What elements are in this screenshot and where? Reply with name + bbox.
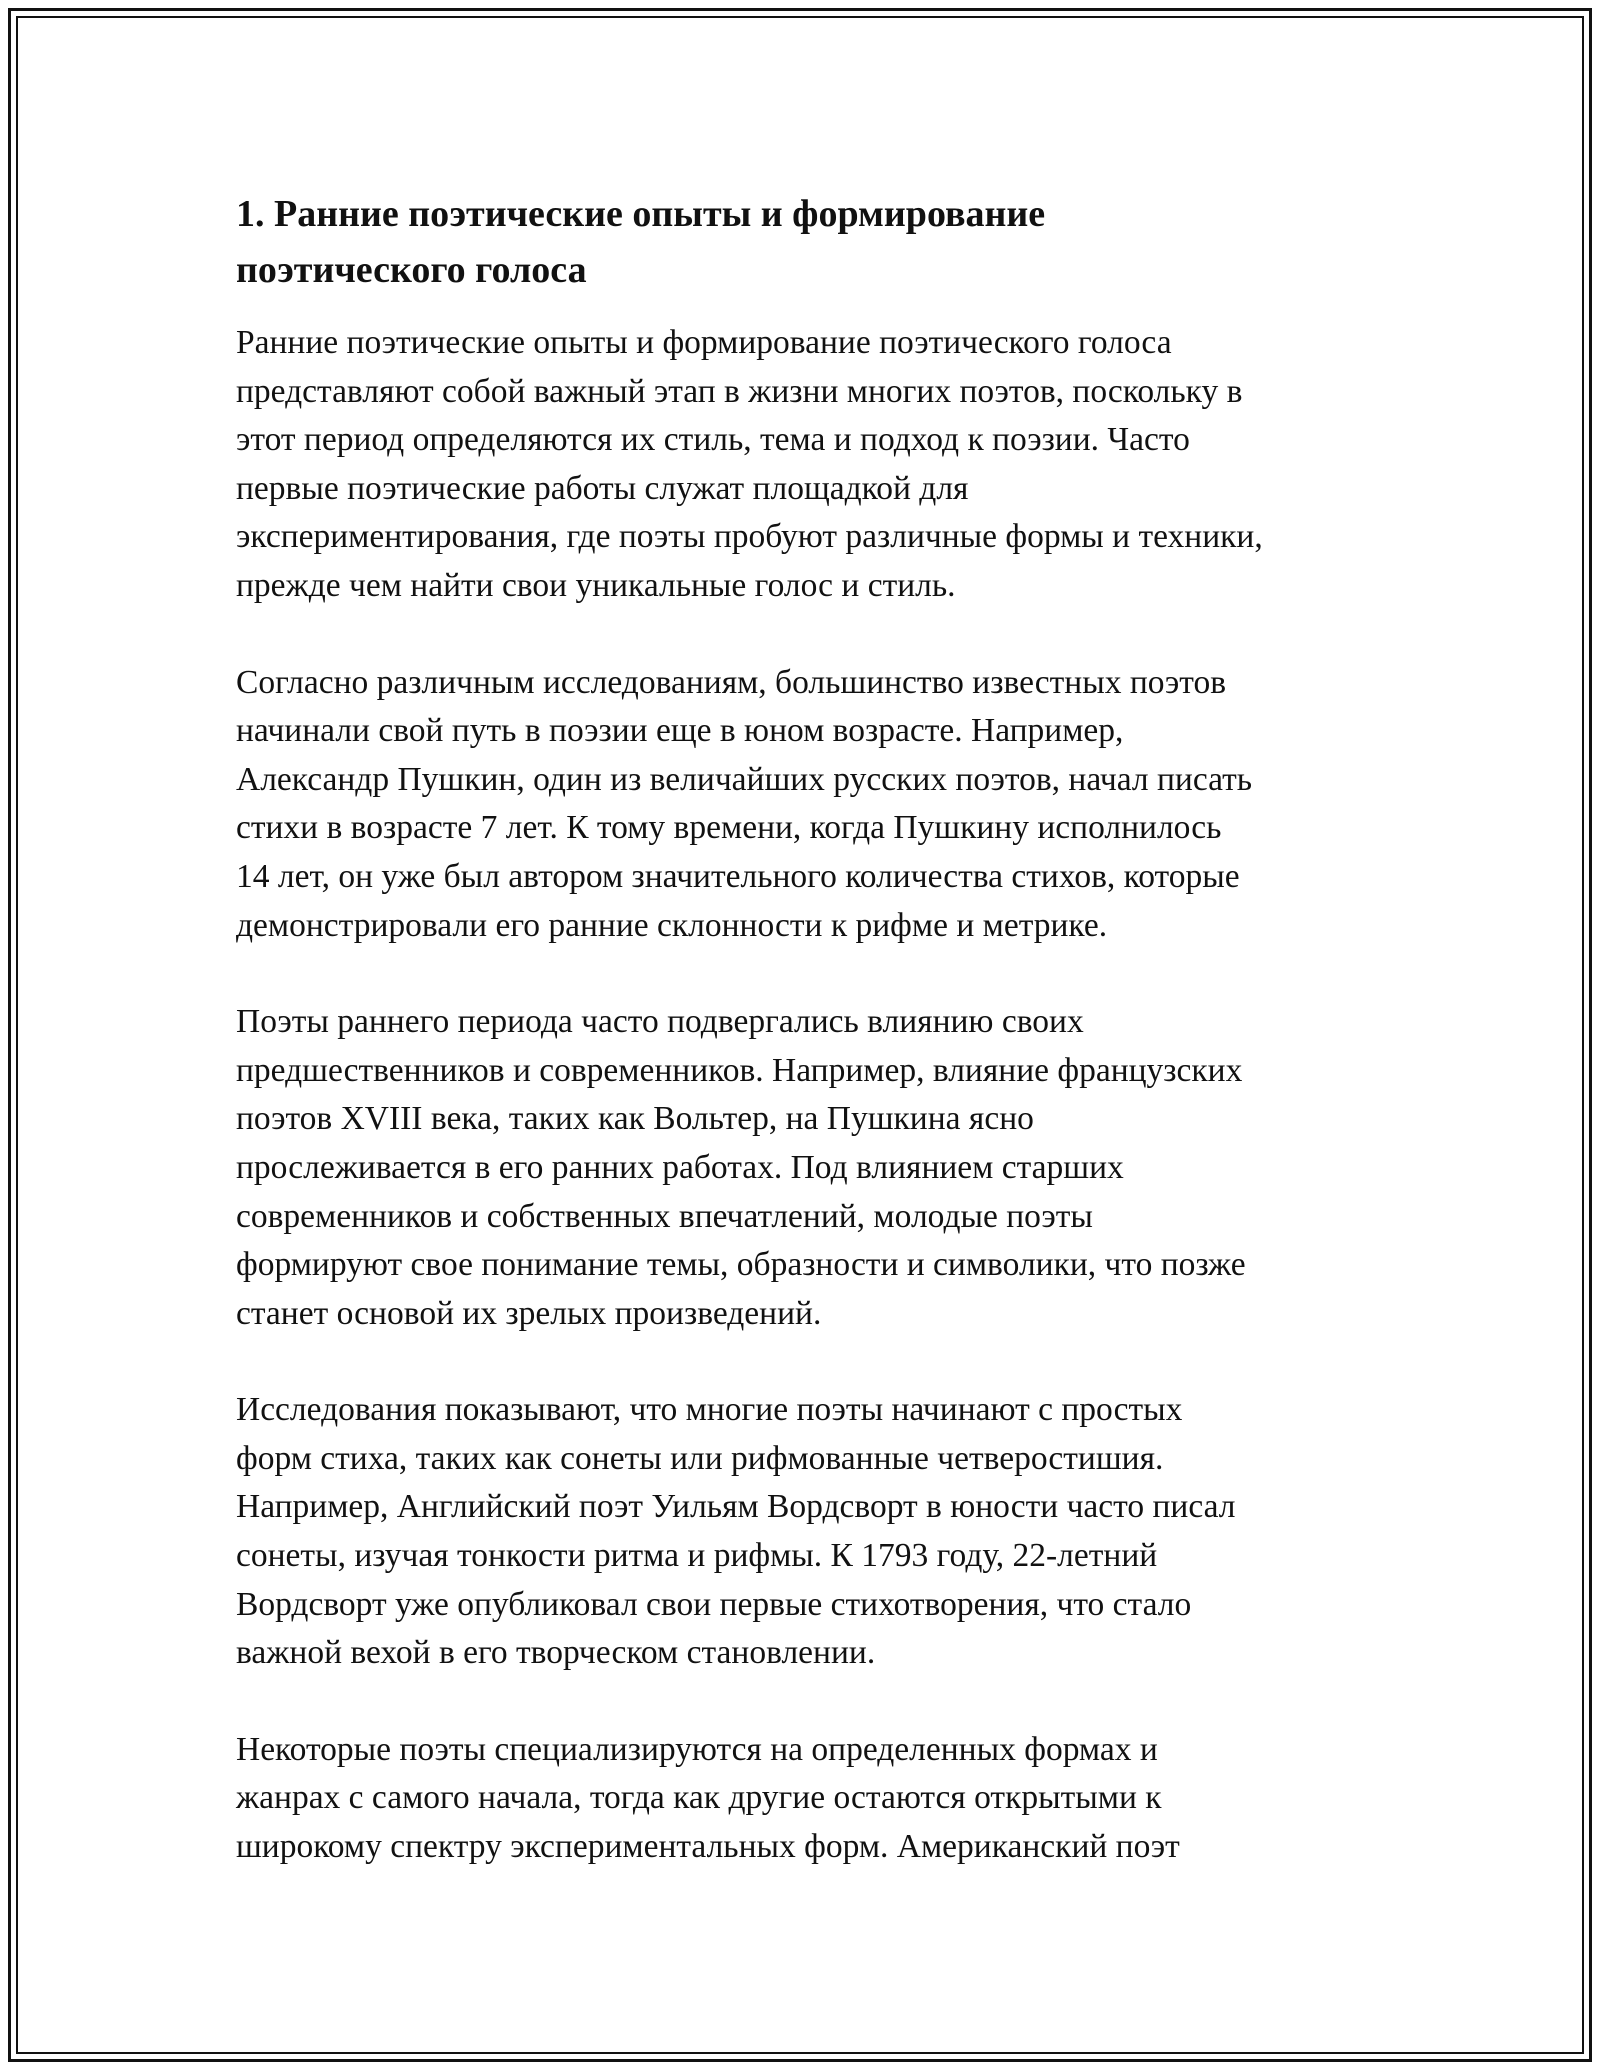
text-line: 14 лет, он уже был автором значительного количества стихов, которые	[236, 857, 1240, 895]
text-line: важной вехой в его творческом становлении.	[236, 1634, 876, 1672]
text-line: поэтов XVIII века, таких как Вольтер, на Пушкина ясно	[236, 1100, 1034, 1138]
text-line: первые поэтические работы служат площадкой для	[236, 469, 969, 507]
text-line: Ранние поэтические опыты и формирование поэтического голоса	[236, 324, 1172, 361]
paragraph-4	[236, 1386, 1386, 1678]
text-line: формируют свое понимание темы, образности и символики, что позже	[236, 1246, 1246, 1284]
text-line: этот период определяются их стиль, тема и подход к поэзии. Часто	[236, 421, 1190, 459]
paragraph-2	[236, 659, 1386, 951]
text-line: Согласно различным исследованиям, большинство известных поэтов	[236, 663, 1227, 701]
text-line: широкому спектру экспериментальных форм. Американский поэт	[236, 1828, 1180, 1866]
text-line: Например, Английский поэт Уильям Вордсворт в юности часто писал	[236, 1488, 1236, 1526]
paragraph-3	[236, 998, 1386, 1338]
text-line: представляют собой важный этап в жизни многих поэтов, поскольку в	[236, 372, 1243, 410]
text-line: прежде чем найти свои уникальные голос и стиль.	[236, 566, 956, 604]
text-line: Некоторые поэты специализируются на определенных формах и	[236, 1730, 1158, 1768]
text-line: станет основой их зрелых произведений.	[236, 1294, 822, 1332]
text-line: стихи в возрасте 7 лет. К тому времени, когда Пушкину исполнилось	[236, 809, 1222, 847]
text-line: современников и собственных впечатлений, молодые поэты	[236, 1197, 1093, 1235]
text-line: Александр Пушкин, один из величайших русских поэтов, начал писать	[236, 760, 1253, 798]
text-line: экспериментирования, где поэты пробуют различные формы и техники,	[236, 518, 1263, 556]
text-line: жанрах с самого начала, тогда как другие остаются открытыми к	[236, 1779, 1162, 1817]
text-line: форм стиха, таких как сонеты или рифмованные четверостишия.	[236, 1439, 1164, 1477]
section-heading	[236, 186, 1386, 298]
text-line: сонеты, изучая тонкости ритма и рифмы. К 1793 году, 22-летний	[236, 1537, 1158, 1575]
text-line: предшественников и современников. Например, влияние французских	[236, 1051, 1243, 1089]
text-line: Поэты раннего периода часто подвергались влиянию своих	[236, 1003, 1084, 1041]
text-line: демонстрировали его ранние склонности к рифме и метрике.	[236, 906, 1108, 944]
text-line: начинали свой путь в поэзии еще в юном возрасте. Например,	[236, 712, 1124, 750]
text-line: Исследования показывают, что многие поэты начинают с простых	[236, 1391, 1183, 1429]
document-body	[236, 186, 1386, 1872]
paragraph-1	[236, 319, 1386, 611]
paragraph-5	[236, 1726, 1386, 1872]
text-line: Вордсворт уже опубликовал свои первые стихотворения, что стало	[236, 1585, 1192, 1623]
text-line: прослеживается в его ранних работах. Под влиянием старших	[236, 1148, 1124, 1186]
heading-line: 1. Ранние поэтические опыты и формирование	[236, 193, 1046, 235]
heading-line: поэтического голоса	[236, 249, 587, 291]
